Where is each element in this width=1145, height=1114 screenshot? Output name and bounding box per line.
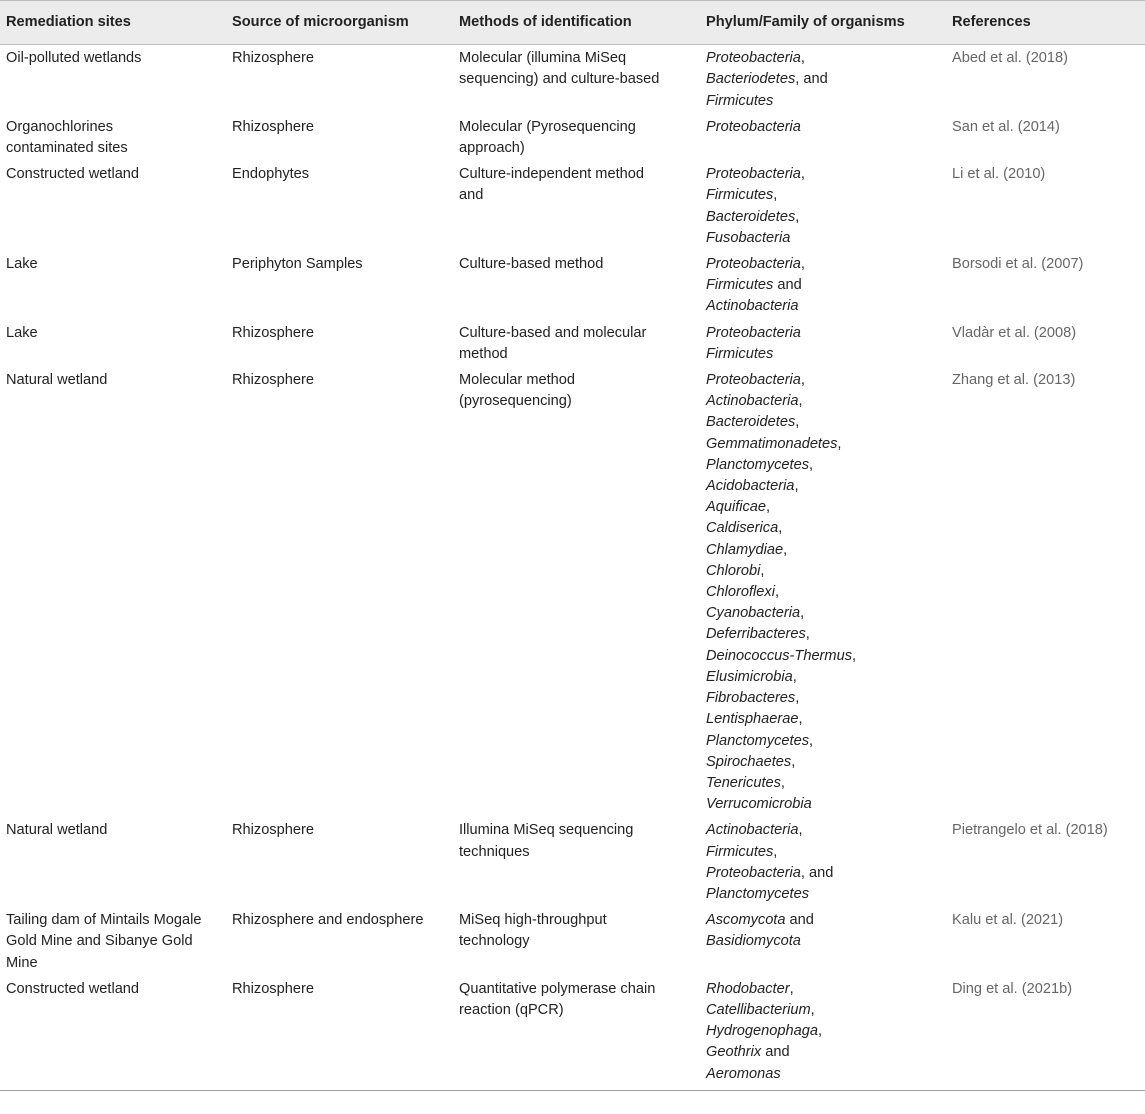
cell-line: Deinococcus-Thermus, — [706, 647, 857, 664]
cell-source — [226, 114, 453, 161]
header-remediation-sites: Remediation sites — [0, 1, 226, 45]
cell-line: Proteobacteria, — [706, 50, 805, 67]
table-row — [0, 45, 1145, 114]
cell-remediation-site — [0, 976, 226, 1091]
cell-line: Aeromonas — [706, 1065, 781, 1082]
cell-line: Bacteroidetes, — [706, 414, 800, 431]
cell-organisms — [700, 320, 946, 367]
cell-line: approach) — [459, 140, 525, 157]
cell-line: Periphyton Samples — [232, 256, 363, 273]
cell-line: Proteobacteria, — [706, 166, 805, 183]
cell-line: Proteobacteria, — [706, 372, 805, 389]
cell-line: Aquificae, — [706, 499, 771, 516]
cell-line: method — [459, 345, 508, 362]
cell-line: (pyrosequencing) — [459, 393, 572, 410]
cell-line: MiSeq high-throughput — [459, 912, 607, 929]
cell-reference: Borsodi et al. (2007) — [952, 256, 1084, 273]
cell-line: Planctomycetes, — [706, 456, 814, 473]
header-references: References — [946, 1, 1145, 45]
cell-line: Endophytes — [232, 166, 310, 183]
cell-method — [453, 320, 700, 367]
cell-remediation-site — [0, 367, 226, 817]
cell-source — [226, 45, 453, 114]
cell-line: Culture-based method — [459, 256, 604, 273]
cell-line: Culture-independent method — [459, 166, 644, 183]
cell-line: Rhodobacter, — [706, 980, 794, 997]
cell-method — [453, 114, 700, 161]
header-methods: Methods of identification — [453, 1, 700, 45]
table-row — [0, 817, 1145, 907]
cell-line: Culture-based and molecular — [459, 324, 647, 341]
cell-remediation-site — [0, 251, 226, 320]
cell-line: Actinobacteria — [706, 298, 799, 315]
table-row — [0, 976, 1145, 1091]
cell-organisms — [700, 907, 946, 976]
cell-line: Chlamydiae, — [706, 541, 788, 558]
cell-line: Chloroflexi, — [706, 584, 780, 601]
cell-line: Quantitative polymerase chain — [459, 980, 656, 997]
cell-line: Natural wetland — [6, 822, 108, 839]
cell-remediation-site — [0, 907, 226, 976]
cell-line: Proteobacteria, — [706, 256, 805, 273]
table-body — [0, 45, 1145, 1091]
cell-source — [226, 976, 453, 1091]
cell-line: Molecular (illumina MiSeq — [459, 50, 627, 67]
cell-reference: San et al. (2014) — [952, 118, 1060, 135]
header-phylum: Phylum/Family of organisms — [700, 1, 946, 45]
cell-reference: Kalu et al. (2021) — [952, 912, 1064, 929]
cell-line: techniques — [459, 843, 530, 860]
cell-method — [453, 45, 700, 114]
cell-line: Firmicutes, — [706, 843, 778, 860]
cell-reference: Zhang et al. (2013) — [952, 372, 1076, 389]
cell-reference: Pietrangelo et al. (2018) — [952, 822, 1108, 839]
cell-organisms — [700, 114, 946, 161]
table-row — [0, 367, 1145, 817]
cell-source — [226, 367, 453, 817]
cell-method — [453, 817, 700, 907]
cell-line: Oil-polluted wetlands — [6, 50, 142, 67]
cell-method — [453, 251, 700, 320]
cell-line: sequencing) and culture-based — [459, 71, 660, 88]
cell-line: reaction (qPCR) — [459, 1001, 564, 1018]
cell-line: Proteobacteria — [706, 118, 801, 135]
cell-organisms — [700, 251, 946, 320]
cell-line: Proteobacteria, and — [706, 864, 834, 881]
cell-remediation-site — [0, 817, 226, 907]
cell-line: Organochlorines — [6, 118, 114, 135]
cell-method — [453, 976, 700, 1091]
cell-line: Rhizosphere — [232, 980, 314, 997]
cell-line: Planctomycetes, — [706, 732, 814, 749]
cell-line: Deferribacteres, — [706, 626, 810, 643]
cell-line: Rhizosphere — [232, 372, 314, 389]
cell-line: technology — [459, 933, 530, 950]
cell-line: Natural wetland — [6, 372, 108, 389]
cell-line: Lentisphaerae, — [706, 711, 803, 728]
cell-organisms — [700, 161, 946, 251]
cell-line: Catellibacterium, — [706, 1001, 815, 1018]
cell-remediation-site — [0, 161, 226, 251]
cell-organisms — [700, 817, 946, 907]
cell-line: Rhizosphere — [232, 822, 314, 839]
cell-line: Firmicutes — [706, 92, 774, 109]
cell-line: and — [459, 187, 484, 204]
cell-line: Lake — [6, 324, 38, 341]
cell-line: Caldiserica, — [706, 520, 783, 537]
cell-line: Molecular method — [459, 372, 575, 389]
cell-line: Cyanobacteria, — [706, 605, 805, 622]
cell-line: Chlorobi, — [706, 562, 765, 579]
cell-line: Firmicutes — [706, 345, 774, 362]
cell-line: Elusimicrobia, — [706, 668, 797, 685]
cell-line: Gemmatimonadetes, — [706, 435, 842, 452]
table-row — [0, 320, 1145, 367]
cell-line: Fibrobacteres, — [706, 690, 800, 707]
cell-source — [226, 817, 453, 907]
cell-line: contaminated sites — [6, 140, 128, 157]
table-row — [0, 907, 1145, 976]
cell-line: Illumina MiSeq sequencing — [459, 822, 634, 839]
cell-line: Molecular (Pyrosequencing — [459, 118, 636, 135]
cell-line: Rhizosphere — [232, 50, 314, 67]
cell-method — [453, 907, 700, 976]
cell-line: Actinobacteria, — [706, 393, 803, 410]
cell-line: Constructed wetland — [6, 980, 140, 997]
cell-line: Basidiomycota — [706, 933, 801, 950]
table-row — [0, 114, 1145, 161]
cell-line: Gold Mine and Sibanye Gold — [6, 933, 193, 950]
cell-line: Proteobacteria — [706, 324, 801, 341]
cell-remediation-site — [0, 320, 226, 367]
cell-line: Firmicutes and — [706, 277, 802, 294]
cell-line: Ascomycota and — [706, 912, 814, 929]
cell-line: Lake — [6, 256, 38, 273]
cell-remediation-site — [0, 45, 226, 114]
cell-line: Spirochaetes, — [706, 753, 796, 770]
cell-line: Acidobacteria, — [706, 478, 799, 495]
cell-line: Geothrix and — [706, 1044, 790, 1061]
cell-line: Hydrogenophaga, — [706, 1023, 823, 1040]
cell-reference: Li et al. (2010) — [952, 166, 1046, 183]
cell-source — [226, 161, 453, 251]
cell-source — [226, 251, 453, 320]
cell-line: Bacteroidetes, — [706, 208, 800, 225]
cell-remediation-site — [0, 114, 226, 161]
cell-method — [453, 161, 700, 251]
table-row — [0, 161, 1145, 251]
cell-organisms — [700, 45, 946, 114]
cell-reference: Vladàr et al. (2008) — [952, 324, 1077, 341]
cell-reference: Abed et al. (2018) — [952, 50, 1069, 67]
cell-line: Firmicutes, — [706, 187, 778, 204]
cell-line: Actinobacteria, — [706, 822, 803, 839]
cell-line: Mine — [6, 954, 38, 971]
cell-organisms — [700, 976, 946, 1091]
header-source: Source of microorganism — [226, 1, 453, 45]
cell-line: Rhizosphere and endosphere — [232, 912, 424, 929]
cell-line: Rhizosphere — [232, 118, 314, 135]
cell-line: Verrucomicrobia — [706, 796, 812, 813]
cell-line: Planctomycetes — [706, 885, 810, 902]
table-row — [0, 251, 1145, 320]
cell-organisms — [700, 367, 946, 817]
cell-line: Tailing dam of Mintails Mogale — [6, 912, 202, 929]
cell-line: Constructed wetland — [6, 166, 140, 183]
cell-line: Rhizosphere — [232, 324, 314, 341]
cell-line: Fusobacteria — [706, 229, 791, 246]
header-row — [0, 1, 1145, 45]
cell-method — [453, 367, 700, 817]
cell-reference: Ding et al. (2021b) — [952, 980, 1073, 997]
cell-line: Tenericutes, — [706, 774, 785, 791]
cell-source — [226, 907, 453, 976]
cell-line: Bacteriodetes, and — [706, 71, 828, 88]
cell-source — [226, 320, 453, 367]
